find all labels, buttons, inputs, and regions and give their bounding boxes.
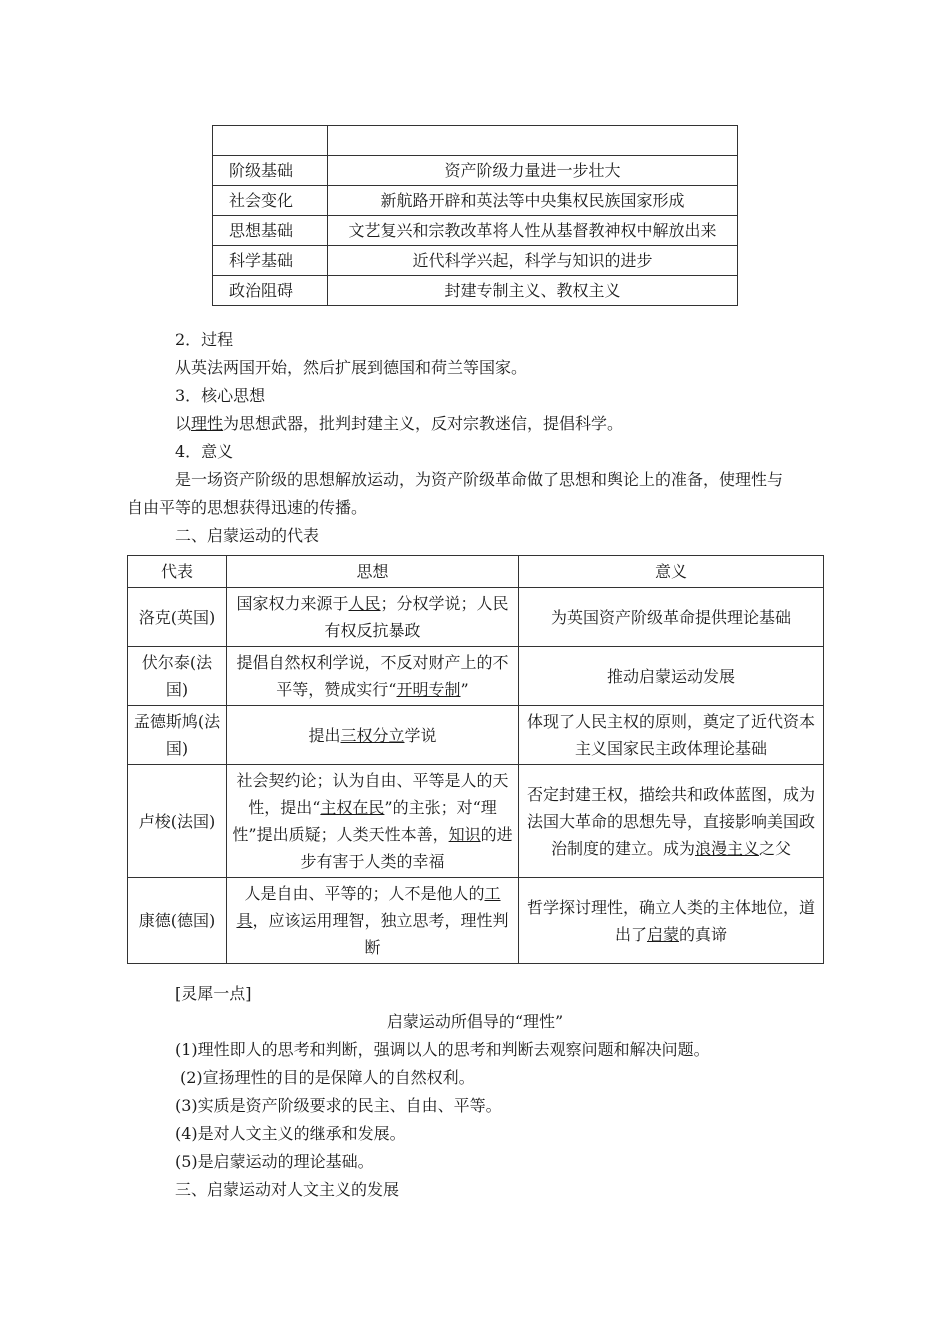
underlined-term: 工具 (236, 884, 501, 930)
row-value: 新航路开辟和英法等中央集权民族国家形成 (328, 186, 738, 216)
table-row (213, 186, 738, 216)
text-span: 以 (175, 414, 192, 433)
tip-label: [灵犀一点] (175, 984, 252, 1003)
row-value (328, 126, 738, 156)
table-row (213, 156, 738, 186)
table-row (128, 706, 824, 765)
background-table (212, 125, 738, 306)
text-span: 提出 (308, 725, 341, 745)
tip-item: (4)是对人文主义的继承和发展。 (175, 1124, 406, 1143)
text-span: 提倡自然权利学说，不反对财产上的不平等，赞成实行“ (236, 653, 509, 699)
rep-significance: 为英国资产阶级革命提供理论基础 (519, 588, 824, 647)
underlined-term: 人民 (348, 594, 381, 613)
underlined-term: 三权分立 (340, 725, 405, 745)
row-key: 思想基础 (213, 216, 328, 246)
rep-name: 卢梭(法国) (128, 765, 227, 878)
rep-name: 孟德斯鸠(法国) (128, 706, 227, 765)
rep-significance (519, 765, 824, 878)
rep-significance (519, 878, 824, 964)
row-value: 封建专制主义、教权主义 (328, 276, 738, 306)
tip-item: (3)实质是资产阶级要求的民主、自由、平等。 (175, 1096, 502, 1115)
rep-significance: 体现了人民主权的原则，奠定了近代资本主义国家民主政体理论基础 (519, 706, 824, 765)
underlined-term: 浪漫主义 (694, 838, 759, 858)
section-heading-process: 2．过程 (175, 330, 234, 349)
rep-idea (227, 765, 519, 878)
section-heading-significance: 4．意义 (175, 442, 234, 461)
tip-item: (5)是启蒙运动的理论基础。 (175, 1152, 374, 1171)
text-span: ”的主张；对“理性”提出质疑；人类天性本善， (232, 798, 497, 844)
rep-name: 伏尔泰(法国) (128, 647, 227, 706)
text-span: 为思想武器，批判封建主义，反对宗教迷信，提倡科学。 (223, 414, 624, 433)
rep-name: 康德(德国) (128, 878, 227, 964)
text-span: 学说 (404, 725, 437, 745)
rep-significance: 推动启蒙运动发展 (519, 647, 824, 706)
text-span: 哲学探讨理性，确立人类的主体地位，道出了 (526, 897, 815, 944)
text-span: ，应该运用理智，独立思考，理性判断 (252, 911, 509, 957)
underlined-term: 开明专制 (396, 680, 461, 699)
underlined-term: 知识 (448, 825, 481, 844)
row-key (213, 126, 328, 156)
table-row (128, 588, 824, 647)
process-text: 从英法两国开始，然后扩展到德国和荷兰等国家。 (175, 358, 528, 377)
rep-idea (227, 647, 519, 706)
table-row (213, 216, 738, 246)
tip-item: (1)理性即人的思考和判断，强调以人的思考和判断去观察问题和解决问题。 (175, 1040, 710, 1059)
text-span: 的真谛 (679, 924, 728, 944)
text-span: 的进步有害于人类的幸福 (300, 825, 513, 871)
tip-title: 启蒙运动所倡导的“理性” (386, 1012, 564, 1031)
rep-idea (227, 706, 519, 765)
text-span: 否定封建王权，描绘共和政体蓝图，成为法国大革命的思想先导，直接影响美国政治制度的建立。成为 (526, 784, 815, 858)
text-span: ” (460, 680, 469, 699)
text-span: ；分权学说；人民有权反抗暴政 (324, 594, 509, 640)
significance-line-1: 是一场资产阶级的思想解放运动，为资产阶级革命做了思想和舆论上的准备，使理性与 (175, 470, 784, 489)
rep-idea (227, 588, 519, 647)
row-key: 科学基础 (213, 246, 328, 276)
table-header-row (128, 556, 824, 588)
underlined-term: 理性 (191, 414, 224, 433)
text-span: 人是自由、平等的；人不是他人的 (244, 884, 485, 903)
table-row (128, 647, 824, 706)
section-heading-representatives: 二、启蒙运动的代表 (175, 526, 320, 545)
header-cell: 代表 (128, 556, 227, 588)
row-value: 近代科学兴起，科学与知识的进步 (328, 246, 738, 276)
table-row (128, 765, 824, 878)
section-heading-development: 三、启蒙运动对人文主义的发展 (175, 1180, 400, 1199)
representatives-table (127, 555, 824, 964)
table-row (213, 246, 738, 276)
row-key: 阶级基础 (213, 156, 328, 186)
significance-line-2: 自由平等的思想获得迅速的传播。 (127, 498, 368, 517)
row-value: 文艺复兴和宗教改革将人性从基督教神权中解放出来 (328, 216, 738, 246)
rep-idea (227, 878, 519, 964)
core-idea-text (175, 414, 623, 434)
text-span: 国家权力来源于 (236, 594, 349, 613)
table-row (213, 276, 738, 306)
table-row (128, 878, 824, 964)
row-key: 社会变化 (213, 186, 328, 216)
underlined-term: 主权在民 (320, 798, 385, 817)
row-value: 资产阶级力量进一步壮大 (328, 156, 738, 186)
rep-name: 洛克(英国) (128, 588, 227, 647)
section-heading-core-idea: 3．核心思想 (175, 386, 266, 405)
row-key: 政治阻碍 (213, 276, 328, 306)
tip-item: (2)宣扬理性的目的是保障人的自然权利。 (180, 1068, 475, 1087)
table-row (213, 126, 738, 156)
underlined-term: 启蒙 (646, 924, 679, 944)
text-span: 之父 (759, 838, 792, 858)
text-span: 社会契约论；认为自由、平等是人的天性，提出“ (236, 771, 509, 817)
header-cell: 思想 (227, 556, 519, 588)
header-cell: 意义 (519, 556, 824, 588)
